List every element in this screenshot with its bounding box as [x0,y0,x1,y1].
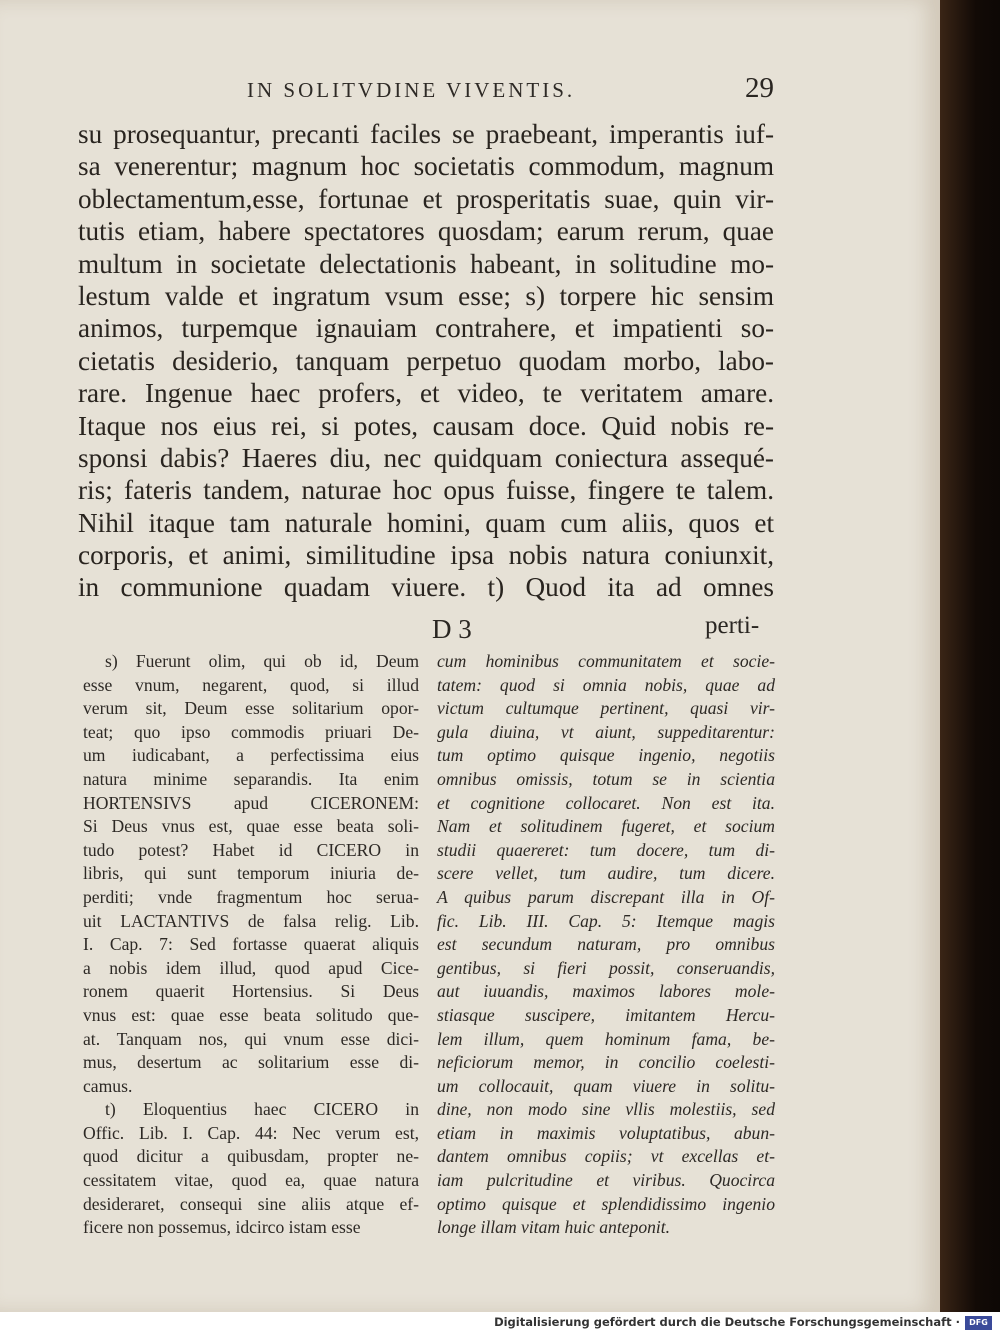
main-text-line: in communione quadam viuere. t) Quod ita ad omnes [78,572,774,603]
main-text-line: lestum valde et ingratum vsum esse; s) torpere hic sensim [78,280,774,311]
footnote-line: mus, desertum ac solitarium esse di- [83,1052,419,1073]
footnote-line: s) Fuerunt olim, qui ob id, Deum [105,651,419,671]
main-text-line: animos, turpemque ignauiam contrahere, et impatienti so- [78,313,774,344]
dfg-footer-bar [0,1312,1000,1334]
page-number: 29 [745,72,774,104]
footnote-line: dine, non modo sine vllis molestiis, sed [437,1099,775,1120]
footnote-line: Si Deus vnus est, quae esse beata soli- [83,816,419,837]
footnote-line: esse vnum, negarent, quod, si illud [83,674,419,695]
footnotes-right-column [437,650,775,1240]
main-text-line: ris; fateris tandem, naturae hoc opus fuisse, fingere te talem. [78,475,774,506]
main-text-line: sponsi dabis? Haeres diu, nec quidquam coniectura assequé- [78,442,774,473]
footnote-line: gula diuina, vt aiunt, suppeditarentur: [437,721,775,742]
running-head [0,72,940,108]
footnote-line: est secundum naturam, pro omnibus [437,934,775,955]
footnote-line: I. Cap. 7: Sed fortasse quaerat aliquis [83,934,419,955]
footnote-line: gentibus, si fieri possit, conseruandis, [437,957,775,978]
footnote-line: tum optimo quisque ingenio, negotiis [437,745,775,766]
footnotes-left-column [83,650,419,1240]
footnote-line: camus. [83,1075,133,1096]
footnote-line: perditi; vnde fragmentum hoc serua- [83,886,419,907]
footnote-line: cum hominibus communitatem et socie- [437,651,775,671]
footnote-line: ficere non possemus, idcirco istam esse [83,1217,361,1238]
footnote-line: tatem: quod si omnia nobis, quae ad [437,674,775,695]
signature-mark: D 3 [432,614,472,644]
main-text-line: sa venerentur; magnum hoc societatis commodum, magnum [78,151,774,182]
footnote-line: iam pulcritudine et viribus. Quocirca [437,1170,775,1191]
main-text-line: corporis, et animi, similitudine ipsa nobis natura coniunxit, [78,540,774,571]
funding-text: Digitalisierung gefördert durch die Deutsche Forschungsgemeinschaft · [494,1315,960,1329]
footnote-line: scere vellet, tum audire, tum dicere. [437,863,775,884]
footnote-line: at. Tanquam nos, qui vnum esse dici- [83,1028,419,1049]
dfg-logo: DFG [965,1316,992,1330]
main-text-line: su prosequantur, precanti faciles se praebeant, imperantis iuf- [78,119,774,149]
footnote-line: optimo quisque et splendidissimo ingenio [437,1193,775,1214]
footnote-line: fic. Lib. III. Cap. 5: Itemque magis [437,910,775,931]
footnote-line: et cognitione collocaret. Non est ita. [437,792,775,813]
catchword: perti- [705,612,760,639]
footnote-line: victum cultumque pertinent, quasi vir- [437,698,775,719]
footnote-line: verum sit, Deum esse solitarium opor- [83,698,419,719]
footnote-line: A quibus parum discrepant illa in Of- [437,886,775,907]
footnote-line: quod dicitur a quibusdam, propter ne- [83,1146,419,1167]
main-text-line: oblectamentum,esse, fortunae et prosperitatis suae, quin vir- [78,183,774,214]
footnote-line: natura minime separandis. Ita enim [83,768,419,789]
footnote-line: tudo potest? Habet id CICERO in [83,839,419,860]
page-edge-shadow [940,0,1000,1312]
main-text-line: Itaque nos eius rei, si potes, causam doce. Quid nobis re- [78,410,774,441]
main-text-line: cietatis desiderio, tanquam perpetuo quodam morbo, labo- [78,345,774,376]
footnote-line: um collocauit, quam viuere in solitu- [437,1075,775,1096]
footnote-line: longe illam vitam huic anteponit. [437,1217,671,1238]
footnote-line: HORTENSIVS apud CICERONEM: [83,792,419,813]
main-text-line: multum in societate delectationis habeant, in solitudine mo- [78,248,774,279]
main-text-line: tutis etiam, habere spectatores quosdam; earum rerum, quae [78,216,774,247]
footnote-line: aut iuuandis, maximos labores mole- [437,981,775,1002]
footnote-line: desideraret, consequi sine aliis atque ef- [83,1193,419,1214]
footnote-line: Offic. Lib. I. Cap. 44: Nec verum est, [83,1122,419,1143]
main-text-line: Nihil itaque tam naturale homini, quam cum aliis, quos et [78,507,774,538]
footnote-line: cessitatem vitae, quod ea, quae natura [83,1170,419,1191]
footnote-line: vnus est: quae esse beata solitudo que- [83,1004,419,1025]
footnote-line: teat; quo ipso commodis priuari De- [83,721,419,742]
main-text-block [78,118,774,604]
running-title: IN SOLITVDINE VIVENTIS. [247,78,576,102]
footnote-line: ronem quaerit Hortensius. Si Deus [83,981,419,1002]
main-text-line: rare. Ingenue haec profers, et video, te veritatem amare. [78,378,774,409]
footnote-line: etiam in maximis voluptatibus, abun- [437,1122,775,1143]
footnote-line: t) Eloquentius haec CICERO in [105,1099,419,1120]
footnote-line: a nobis idem illud, quod apud Cice- [83,957,419,978]
footnote-line: um iudicabant, a perfectissima eius [83,745,419,766]
footnote-line: lem illum, quem hominum fama, be- [437,1028,775,1049]
footnote-line: dantem omnibus copiis; vt excellas et- [437,1146,775,1167]
footnote-line: uit LACTANTIVS de falsa relig. Lib. [83,910,419,931]
footnote-line: studii quaereret: tum docere, tum di- [437,839,775,860]
footnote-line: omnibus omissis, totum se in scientia [437,768,775,789]
footnote-line: stiasque suscipere, imitantem Hercu- [437,1004,775,1025]
footnote-line: Nam et solitudinem fugeret, et socium [437,816,775,837]
footnote-line: libris, qui sunt temporum iniuria de- [83,863,419,884]
footnote-line: neficiorum memor, in concilio coelesti- [437,1052,775,1073]
